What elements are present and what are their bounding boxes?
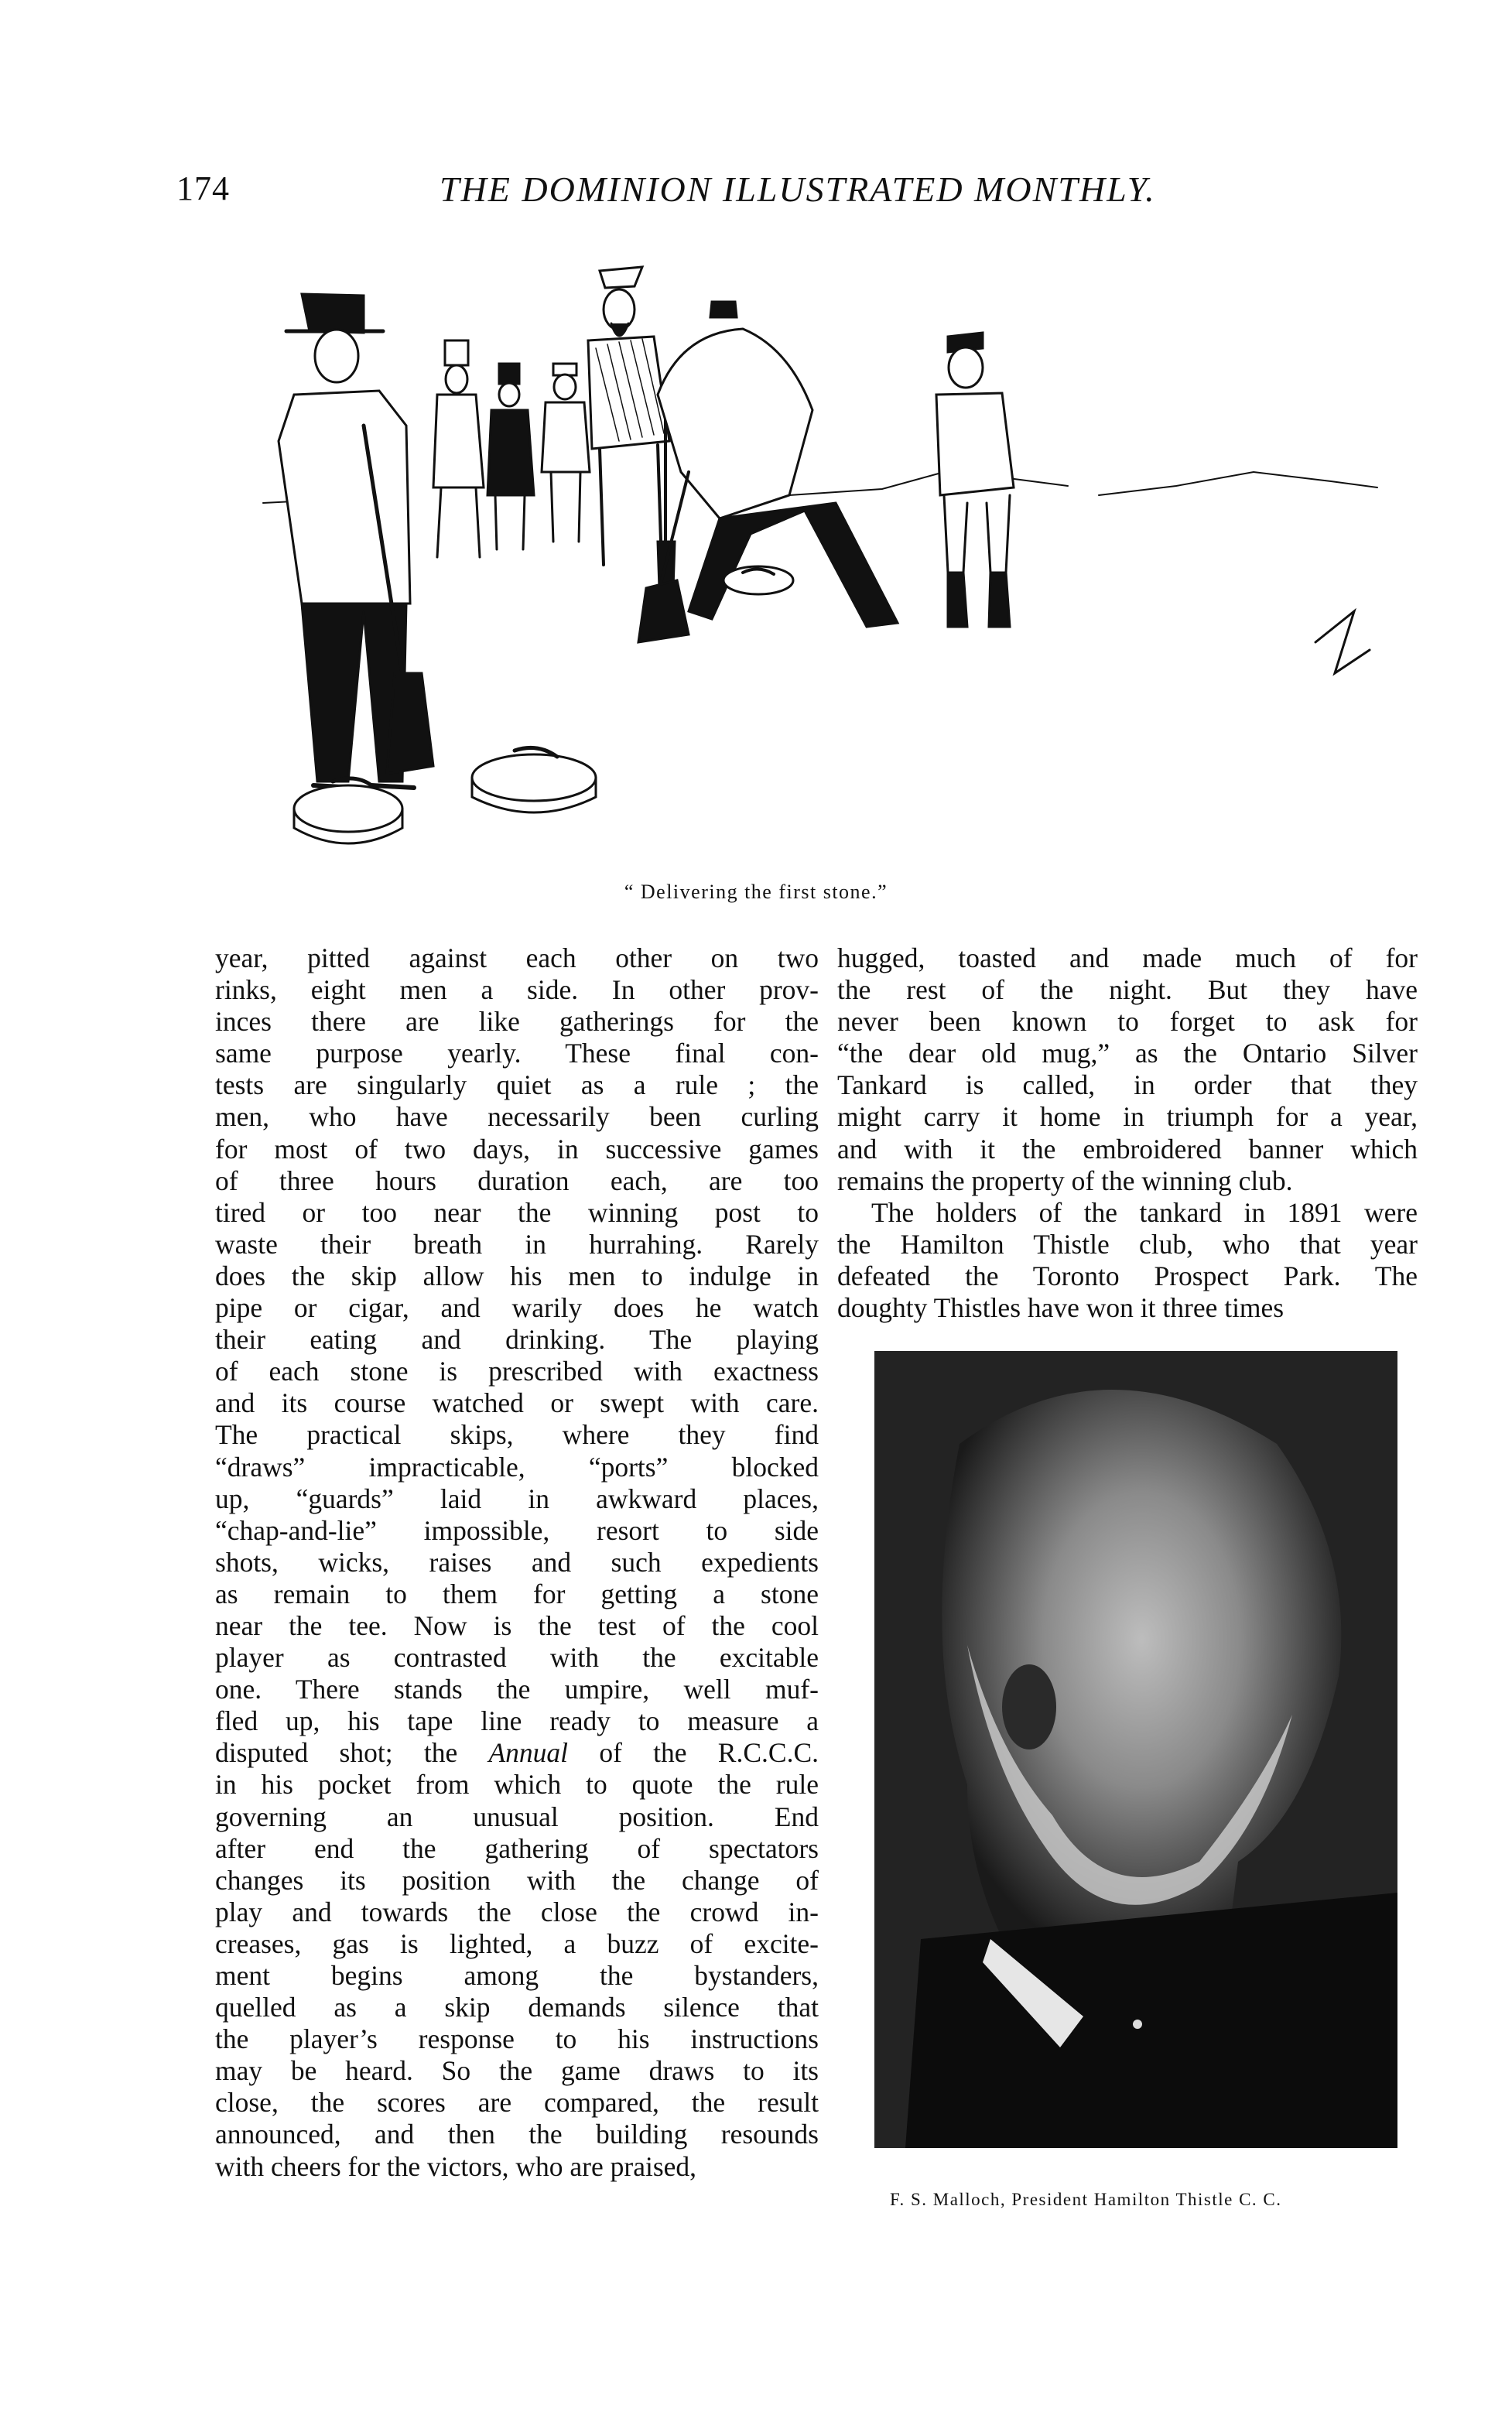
text-line: close, the scores are compared, the result (215, 2087, 819, 2119)
text-line: waste their breath in hurrahing. Rarely (215, 1228, 819, 1260)
text-line: doughty Thistles have won it three times (837, 1292, 1285, 1324)
text-line: the Hamilton Thistle club, who that year (837, 1228, 1418, 1260)
text-line: The holders of the tankard in 1891 were (871, 1196, 1418, 1228)
text-line: for most of two days, in successive games (215, 1133, 819, 1165)
text-line: the rest of the night. But they have (837, 974, 1418, 1006)
text-line: the player’s response to his instructions (215, 2023, 819, 2055)
page-header (176, 169, 1213, 223)
text-line: pipe or cigar, and warily does he watch (215, 1292, 819, 1324)
text-line: ment begins among the bystanders, (215, 1960, 819, 1991)
portrait-photo (874, 1351, 1397, 2148)
text-line: announced, and then the building resounds (215, 2119, 819, 2150)
text-line: men, who have necessarily been curling (215, 1101, 819, 1133)
text-line: may be heard. So the game draws to its (215, 2055, 819, 2087)
text-line: “the dear old mug,” as the Ontario Silver (837, 1038, 1418, 1069)
text-line: same purpose yearly. These final con- (215, 1038, 819, 1069)
text-line: and with it the embroidered banner which (837, 1133, 1418, 1165)
text-line: might carry it home in triumph for a year, (837, 1101, 1418, 1133)
text-line: The practical skips, where they find (215, 1419, 819, 1451)
text-line: tired or too near the winning post to (215, 1196, 819, 1228)
text-line: does the skip allow his men to indulge in (215, 1260, 819, 1291)
text-line: disputed shot; the Annual of the R.C.C.C. (215, 1737, 819, 1769)
text-line: governing an unusual position. End (215, 1801, 819, 1832)
text-line: defeated the Toronto Prospect Park. The (837, 1260, 1418, 1291)
text-line: creases, gas is lighted, a buzz of excite- (215, 1927, 819, 1959)
text-line: “draws” impracticable, “ports” blocked (215, 1451, 819, 1483)
curling-illustration (248, 240, 1393, 882)
text-line: tests are singularly quiet as a rule ; the (215, 1069, 819, 1101)
left-column (215, 942, 819, 2183)
right-column (837, 942, 1418, 1324)
text-line: remains the property of the winning club. (837, 1165, 1293, 1196)
text-line: inces there are like gatherings for the (215, 1006, 819, 1038)
text-line: as remain to them for getting a stone (215, 1578, 819, 1609)
text-line: in his pocket from which to quote the rule (215, 1769, 819, 1801)
text-line: quelled as a skip demands silence that (215, 1992, 819, 2023)
text-line: shots, wicks, raises and such expedients (215, 1546, 819, 1578)
text-line: Tankard is called, in order that they (837, 1069, 1418, 1101)
text-line: rinks, eight men a side. In other prov- (215, 974, 819, 1006)
text-line: and its course watched or swept with care. (215, 1387, 819, 1419)
running-title: THE DOMINION ILLUSTRATED MONTHLY. (440, 169, 1156, 209)
text-line: one. There stands the umpire, well muf- (215, 1674, 819, 1705)
text-line: year, pitted against each other on two (215, 942, 819, 973)
text-line: fled up, his tape line ready to measure a (215, 1705, 819, 1737)
text-line: changes its position with the change of (215, 1864, 819, 1896)
text-line: player as contrasted with the excitable (215, 1642, 819, 1674)
text-line: near the tee. Now is the test of the cool (215, 1609, 819, 1641)
portrait-caption: F. S. Malloch, President Hamilton Thistle C. C. (890, 2190, 1282, 2209)
text-line: after end the gathering of spectators (215, 1832, 819, 1864)
text-line: hugged, toasted and made much of for (837, 942, 1418, 973)
text-line: play and towards the close the crowd in- (215, 1896, 819, 1927)
text-line: with cheers for the victors, who are praised, (215, 2150, 697, 2182)
text-line: up, “guards” laid in awkward places, (215, 1483, 819, 1514)
text-line: “chap-and-lie” impossible, resort to side (215, 1514, 819, 1546)
text-line: never been known to forget to ask for (837, 1006, 1418, 1038)
text-line: of three hours duration each, are too (215, 1165, 819, 1196)
text-line: of each stone is prescribed with exactness (215, 1356, 819, 1387)
page-number: 174 (176, 169, 230, 207)
illustration-caption: “ Delivering the first stone.” (624, 881, 888, 903)
text-line: their eating and drinking. The playing (215, 1324, 819, 1356)
